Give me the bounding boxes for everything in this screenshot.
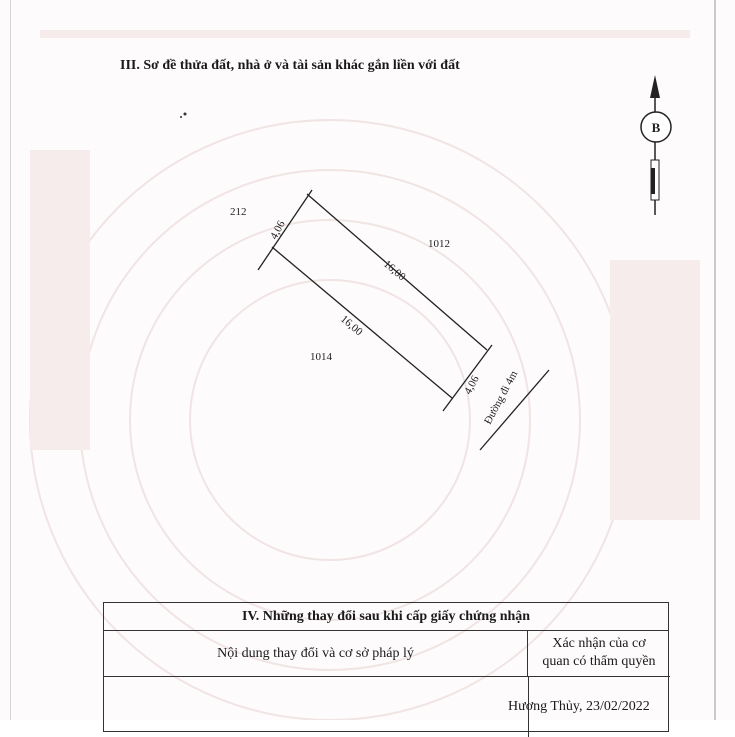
column-content-header: Nội dung thay đổi và cơ sở pháp lý [104, 631, 528, 677]
signature-date: 23/02/2022 [586, 699, 650, 714]
edge-long-bottom-label: 16,00 [338, 313, 365, 339]
road-label: Đường đi 4m [482, 368, 521, 427]
neighbor-212-label: 212 [230, 206, 247, 218]
signature-line [508, 699, 650, 715]
edge-long-top-label: 16,00 [381, 258, 408, 284]
column-confirm-header [528, 631, 670, 677]
north-label: B [651, 120, 661, 135]
signature-place: Hương Thủy, [508, 699, 583, 714]
column-confirm-line1: Xác nhận của cơ [552, 636, 646, 651]
plot-edge-right [443, 345, 492, 411]
neighbor-1014-label: 1014 [310, 351, 332, 363]
north-arrow-icon [641, 75, 671, 215]
neighbor-1012-label: 1012 [428, 238, 450, 250]
plot-edge-bottom [272, 247, 452, 398]
column-confirm-line2: quan có thẩm quyền [542, 654, 656, 669]
edge-short-bottom-label: 4,06 [462, 373, 482, 397]
edge-short-top-label: 4,06 [268, 218, 288, 242]
changes-table-title: IV. Những thay đổi sau khi cấp giấy chứng nhận [104, 603, 668, 631]
section-title: III. Sơ đề thửa đất, nhà ở và tài sản khác gắn liền với đất [120, 58, 460, 73]
